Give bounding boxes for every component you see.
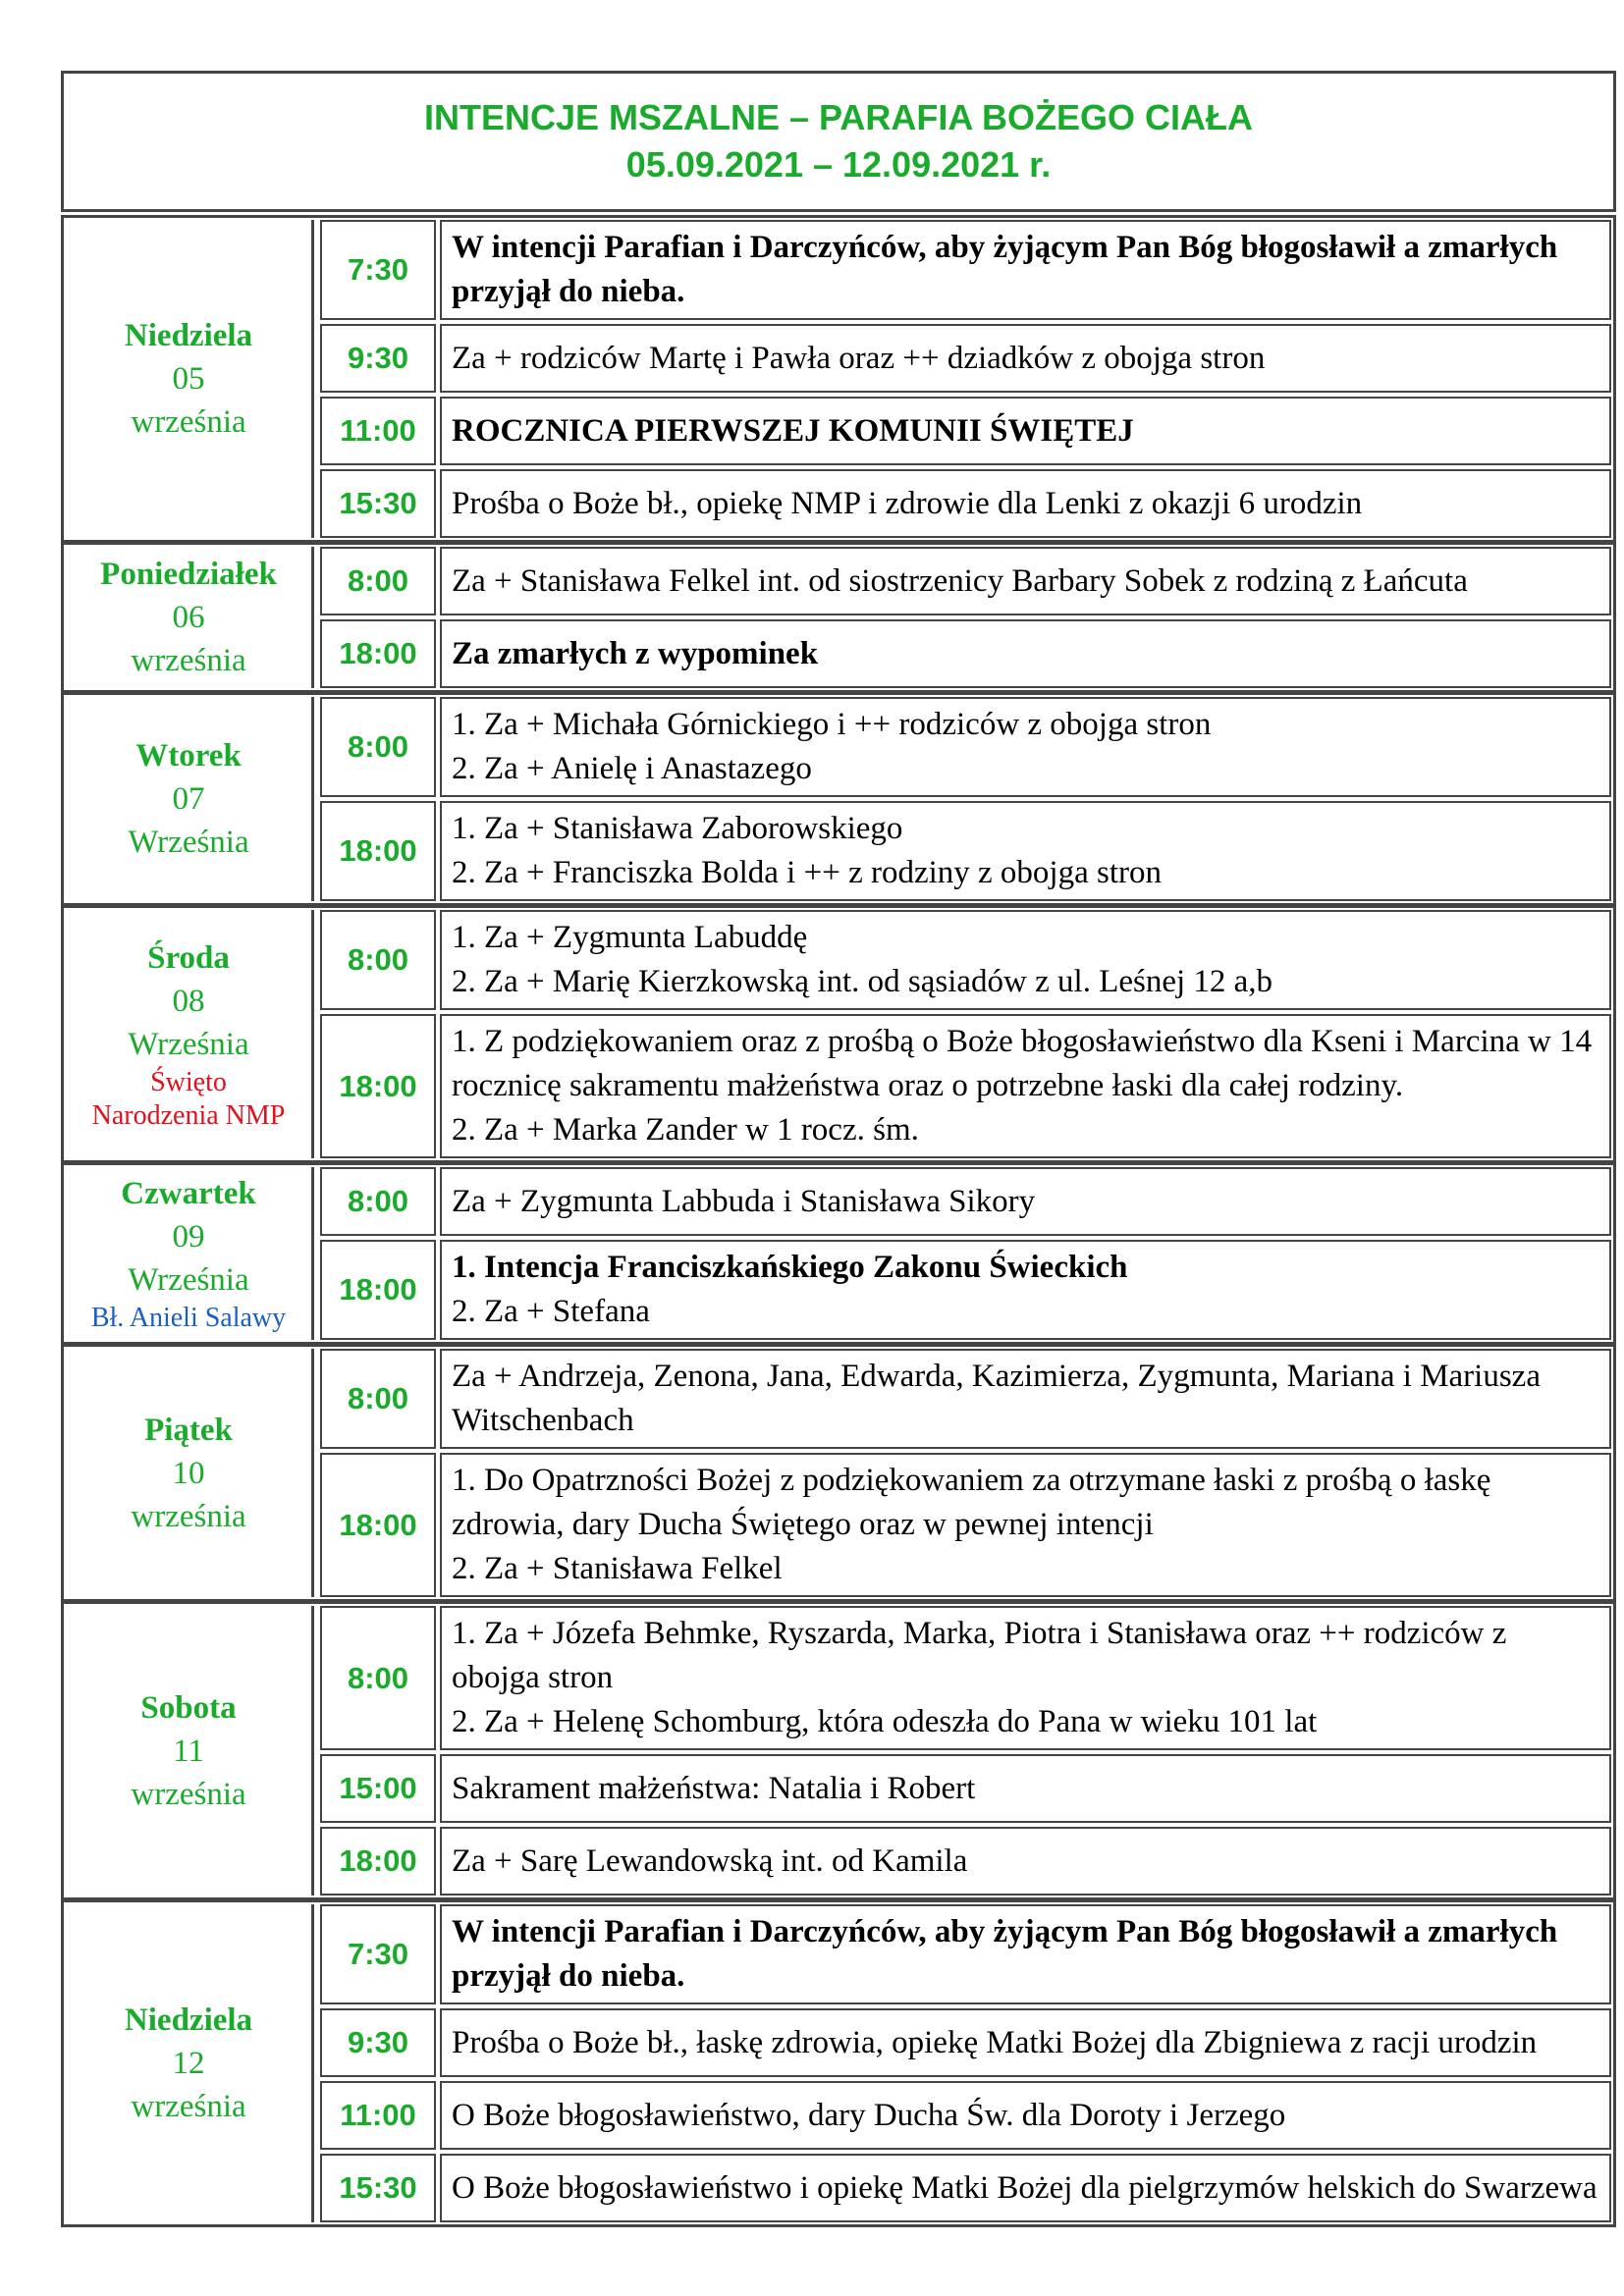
mass-time: 18:00 [320, 801, 436, 901]
mass-row [320, 697, 1611, 797]
mass-row [320, 619, 1611, 688]
mass-time: 18:00 [320, 1014, 436, 1158]
mass-time: 8:00 [320, 697, 436, 797]
intention-line: Za + rodziców Martę i Pawła oraz ++ dziadków z obojga stron [452, 340, 1266, 376]
day-month: września [131, 404, 246, 440]
intention-line: 1. Intencja Franciszkańskiego Zakonu Świeckich [452, 1250, 1128, 1285]
mass-time: 9:30 [320, 2008, 436, 2077]
mass-list [320, 220, 1611, 538]
mass-row [320, 1349, 1611, 1449]
intention-line: W intencji Parafian i Darczyńców, aby żyjącym Pan Bóg błogosławił a zmarłych przyjął do nieba. [452, 1914, 1558, 1994]
mass-intention [440, 1167, 1611, 1236]
mass-list [320, 697, 1611, 901]
intention-line: 1. Za + Michała Górnickiego i ++ rodziców z obojga stron [452, 707, 1212, 742]
day-month: września [131, 2089, 246, 2124]
mass-intention [440, 1606, 1611, 1750]
mass-row [320, 547, 1611, 615]
document-title: INTENCJE MSZALNE – PARAFIA BOŻEGO CIAŁA [423, 97, 1254, 137]
intention-line: 1. Do Opatrzności Bożej z podziękowaniem za otrzymane łaski z prośbą o łaskę zdrowia, dary Ducha Świętego oraz w pewnej intencji [452, 1463, 1491, 1542]
mass-intention [440, 2008, 1611, 2077]
day-month: września [131, 1498, 246, 1534]
day-number: 05 [172, 361, 205, 397]
intention-line: 1. Za + Stanisława Zaborowskiego [452, 811, 903, 846]
mass-row [320, 1240, 1611, 1340]
intention-line: O Boże błogosławieństwo i opiekę Matki Bożej dla pielgrzymów helskich do Swarzewa [452, 2169, 1597, 2206]
day-row [61, 1601, 1616, 1900]
day-name: Sobota [140, 1689, 237, 1726]
day-label [66, 910, 314, 1158]
mass-intention [440, 619, 1611, 688]
intention-line: 2. Za + Franciszka Bolda i ++ z rodziny z obojga stron [452, 855, 1162, 890]
mass-list [320, 547, 1611, 688]
mass-time: 15:30 [320, 2154, 436, 2222]
header [61, 71, 1616, 212]
intention-line: Za zmarłych z wypominek [452, 635, 819, 671]
mass-intention [440, 697, 1611, 797]
intention-line: Sakrament małżeństwa: Natalia i Robert [452, 1770, 976, 1806]
intention-line: Prośba o Boże bł., opiekę NMP i zdrowie dla Lenki z okazji 6 urodzin [452, 485, 1363, 521]
mass-row [320, 2008, 1611, 2077]
intention-line: O Boże błogosławieństwo, dary Ducha Św. dla Doroty i Jerzego [452, 2097, 1286, 2133]
day-month: Września [128, 825, 249, 860]
mass-list [320, 1904, 1611, 2222]
mass-row [320, 2081, 1611, 2150]
day-number: 11 [173, 1733, 204, 1769]
intention-line: 2. Za + Helenę Schomburg, która odeszła do Pana w wieku 101 lat [452, 1704, 1318, 1739]
mass-row [320, 220, 1611, 320]
mass-row [320, 469, 1611, 538]
mass-intention [440, 469, 1611, 538]
mass-time: 18:00 [320, 1827, 436, 1896]
day-label [66, 1167, 314, 1340]
day-name: Niedziela [124, 2002, 253, 2038]
mass-time: 7:30 [320, 220, 436, 320]
mass-row [320, 1453, 1611, 1597]
day-label [66, 697, 314, 901]
mass-time: 18:00 [320, 1240, 436, 1340]
day-label [66, 1904, 314, 2222]
day-row [61, 1344, 1616, 1602]
mass-intention [440, 324, 1611, 393]
day-number: 12 [172, 2046, 205, 2081]
day-name: Czwartek [121, 1176, 256, 1211]
intention-line: ROCZNICA PIERWSZEJ KOMUNII ŚWIĘTEJ [452, 412, 1134, 449]
day-row [61, 1162, 1616, 1345]
mass-time: 7:30 [320, 1904, 436, 2004]
mass-list [320, 910, 1611, 1158]
mass-intention [440, 2081, 1611, 2150]
mass-time: 8:00 [320, 1349, 436, 1449]
day-month: Września [128, 1262, 249, 1298]
mass-time: 11:00 [320, 397, 436, 465]
mass-row [320, 1167, 1611, 1236]
mass-list [320, 1167, 1611, 1340]
mass-time: 9:30 [320, 324, 436, 393]
day-label [66, 1349, 314, 1597]
intention-line: Za + Andrzeja, Zenona, Jana, Edwarda, Kazimierza, Zygmunta, Mariana i Mariusza Witschenbach [452, 1359, 1541, 1438]
day-row [61, 542, 1616, 693]
day-number: 10 [172, 1455, 205, 1491]
intention-line: Za + Sarę Lewandowską int. od Kamila [452, 1842, 968, 1879]
mass-row [320, 397, 1611, 465]
mass-row [320, 2154, 1611, 2222]
intention-line: 2. Za + Stanisława Felkel [452, 1551, 783, 1586]
mass-time: 18:00 [320, 1453, 436, 1597]
day-number: 07 [172, 781, 205, 817]
feast-label: Święto [150, 1066, 227, 1097]
intention-line: 2. Za + Anielę i Anastazego [452, 751, 812, 786]
mass-intention [440, 1453, 1611, 1597]
intention-line: Za + Stanisława Felkel int. od siostrzenicy Barbary Sobek z rodziną z Łańcuta [452, 562, 1468, 599]
mass-intention [440, 1827, 1611, 1896]
day-name: Niedziela [124, 318, 253, 353]
mass-list [320, 1349, 1611, 1597]
mass-time: 8:00 [320, 1167, 436, 1236]
date-range: 05.09.2021 – 12.09.2021 r. [625, 144, 1052, 185]
day-row [61, 905, 1616, 1163]
mass-time: 15:00 [320, 1754, 436, 1823]
mass-row [320, 1014, 1611, 1158]
day-row [61, 692, 1616, 906]
mass-time: 18:00 [320, 619, 436, 688]
schedule-table [61, 215, 1616, 2227]
mass-intention [440, 2154, 1611, 2222]
day-number: 08 [172, 983, 205, 1019]
mass-time: 8:00 [320, 910, 436, 1010]
feast-label: Bł. Anieli Salawy [90, 1303, 287, 1333]
mass-intention [440, 1349, 1611, 1449]
mass-row [320, 1754, 1611, 1823]
mass-row [320, 801, 1611, 901]
day-row [61, 1899, 1616, 2227]
mass-intention [440, 220, 1611, 320]
mass-row [320, 324, 1611, 393]
intention-line: Prośba o Boże bł., łaskę zdrowia, opiekę Matki Bożej dla Zbigniewa z racji urodzin [452, 2024, 1538, 2060]
intention-line: Za + Zygmunta Labbuda i Stanisława Sikory [452, 1183, 1036, 1219]
day-name: Środa [147, 939, 230, 976]
mass-list [320, 1606, 1611, 1896]
day-month: września [131, 1776, 246, 1812]
intention-line: W intencji Parafian i Darczyńców, aby żyjącym Pan Bóg błogosławił a zmarłych przyjął do nieba. [452, 230, 1558, 309]
mass-intention [440, 1014, 1611, 1158]
day-label [66, 547, 314, 688]
day-label [66, 1606, 314, 1896]
day-month: Września [128, 1026, 249, 1062]
mass-row [320, 1606, 1611, 1750]
mass-time: 8:00 [320, 547, 436, 615]
day-month: września [131, 643, 246, 678]
mass-intentions-document [61, 71, 1616, 2227]
mass-intention [440, 397, 1611, 465]
day-number: 09 [172, 1219, 205, 1255]
mass-row [320, 910, 1611, 1010]
mass-row [320, 1904, 1611, 2004]
mass-intention [440, 801, 1611, 901]
mass-intention [440, 1754, 1611, 1823]
mass-time: 11:00 [320, 2081, 436, 2150]
day-number: 06 [172, 600, 205, 635]
mass-row [320, 1827, 1611, 1896]
day-label [66, 220, 314, 538]
intention-line: 1. Za + Zygmunta Labuddę [452, 920, 808, 955]
mass-time: 8:00 [320, 1606, 436, 1750]
intention-line: 2. Za + Stefana [452, 1294, 650, 1329]
day-name: Poniedziałek [100, 557, 277, 592]
mass-time: 15:30 [320, 469, 436, 538]
intention-line: 1. Za + Józefa Behmke, Ryszarda, Marka, Piotra i Stanisława oraz ++ rodziców z obojga stron [452, 1616, 1507, 1695]
intention-line: 1. Z podziękowaniem oraz z prośbą o Boże błogosławieństwo dla Kseni i Marcina w 14 rocznicę sakramentu małżeństwa oraz o potrzebne łaski dla całej rodziny. [452, 1024, 1593, 1103]
mass-intention [440, 1240, 1611, 1340]
day-name: Piątek [144, 1412, 233, 1448]
feast-label: Narodzenia NMP [91, 1099, 286, 1131]
mass-intention [440, 910, 1611, 1010]
intention-line: 2. Za + Marka Zander w 1 rocz. śm. [452, 1112, 919, 1148]
mass-intention [440, 1904, 1611, 2004]
intention-line: 2. Za + Marię Kierzkowską int. od sąsiadów z ul. Leśnej 12 a,b [452, 964, 1273, 999]
day-name: Wtorek [135, 738, 242, 774]
mass-intention [440, 547, 1611, 615]
day-row [61, 215, 1616, 543]
